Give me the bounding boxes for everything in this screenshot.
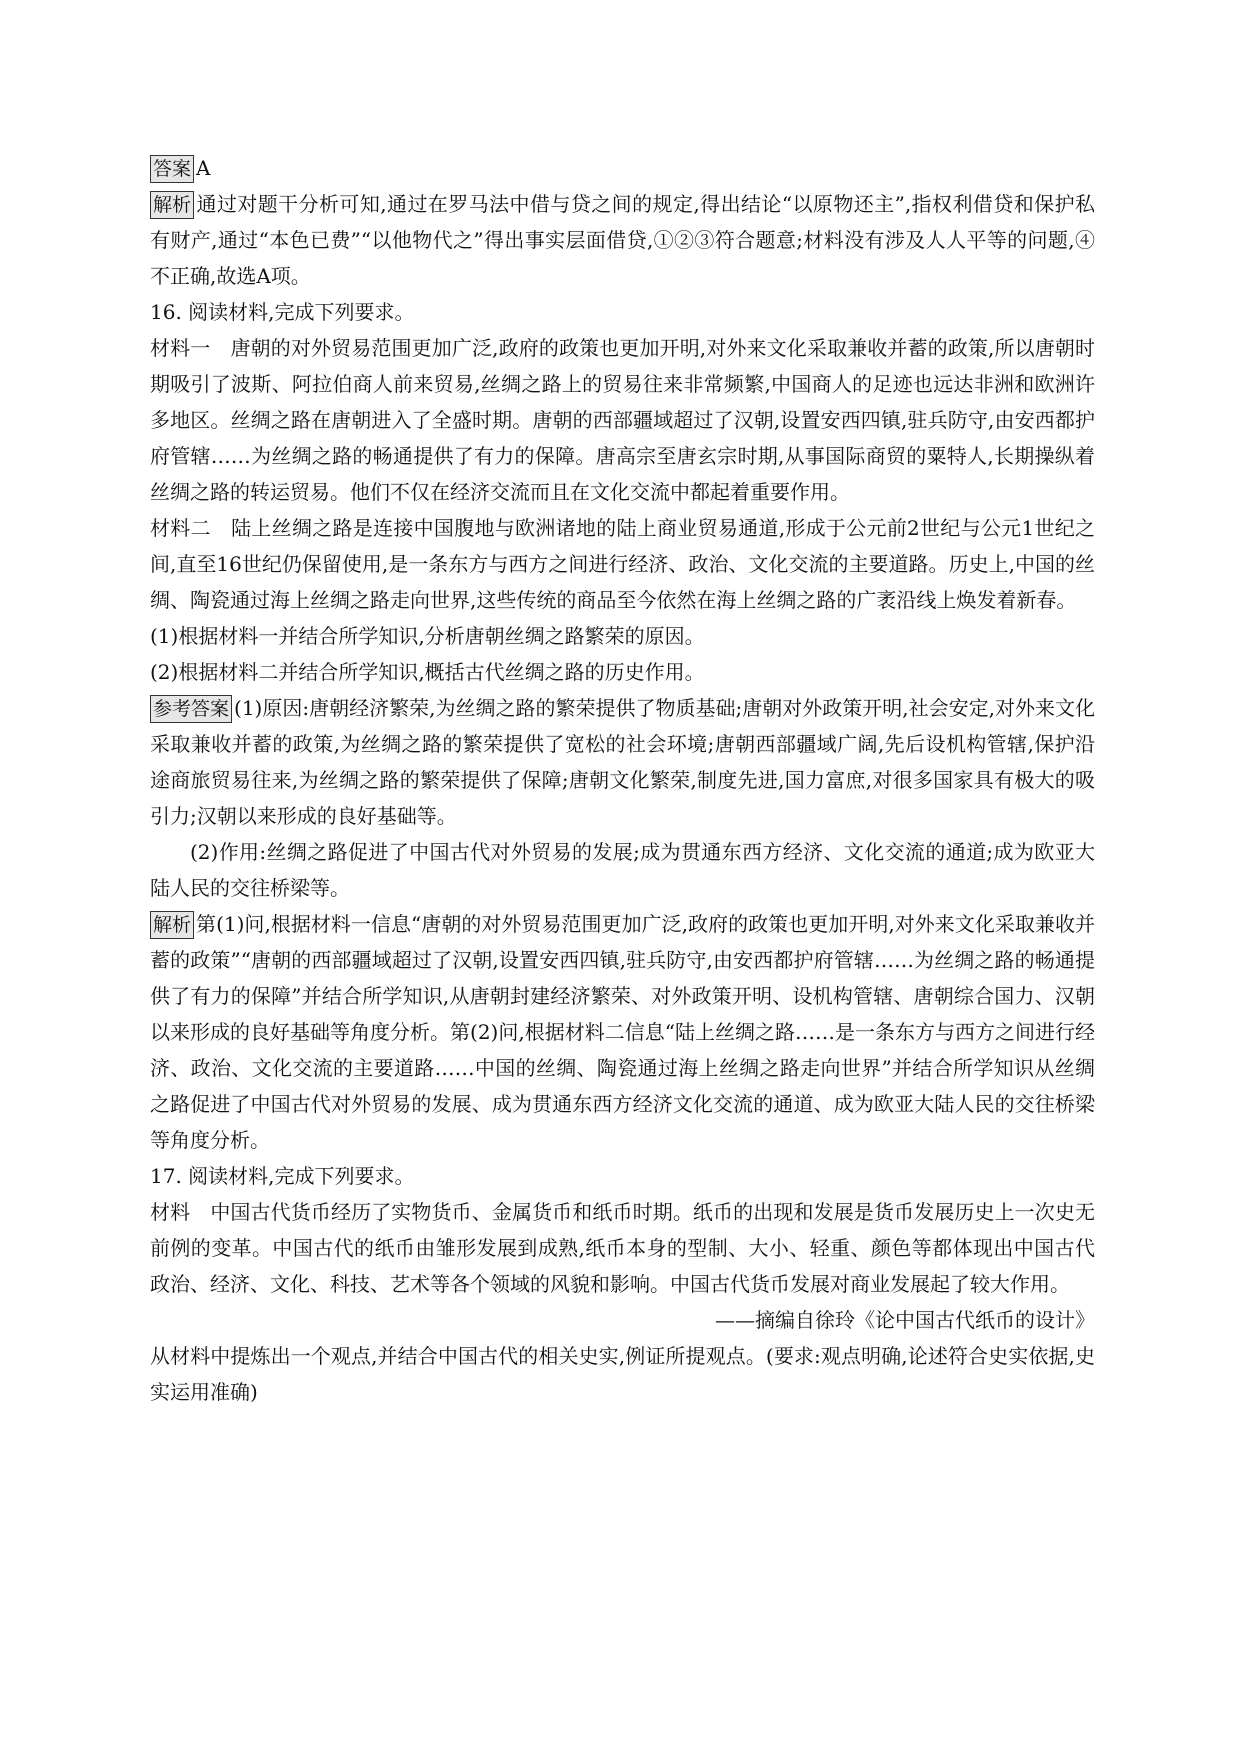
q17-material: 材料 中国古代货币经历了实物货币、金属货币和纸币时期。纸币的出现和发展是货币发展历史上一次史无前例的变革。中国古代的纸币由雏形发展到成熟,纸币本身的型制、大小、轻重、颜色等都体现出中国古代政治、经济、文化、科技、艺术等各个领域的风貌和影响。中国古代货币发展对商业发展起了较大作用。 [150,1200,1095,1296]
answer-tag: 答案 [150,155,194,183]
q16-requirement-1: (1)根据材料一并结合所学知识,分析唐朝丝绸之路繁荣的原因。 [150,624,705,648]
analysis-tag: 解析 [150,911,194,939]
q16-heading: 16. 阅读材料,完成下列要求。 [150,300,415,324]
q16-requirement-2: (2)根据材料二并结合所学知识,概括古代丝绸之路的历史作用。 [150,660,705,684]
q15-answer-line [150,150,1095,186]
q16-material-1: 材料一 唐朝的对外贸易范围更加广泛,政府的政策也更加开明,对外来文化采取兼收并蓄的政策,所以唐朝时期吸引了波斯、阿拉伯商人前来贸易,丝绸之路上的贸易往来非常频繁,中国商人的足迹也远达非洲和欧洲许多地区。丝绸之路在唐朝进入了全盛时期。唐朝的西部疆域超过了汉朝,设置安西四镇,驻兵防守,由安西都护府管辖……为丝绸之路的畅通提供了有力的保障。唐高宗至唐玄宗时期,从事国际商贸的粟特人,长期操纵着丝绸之路的转运贸易。他们不仅在经济交流而且在文化交流中都起着重要作用。 [150,336,1095,504]
q16-reference-answer-1 [150,690,1095,834]
q17-heading: 17. 阅读材料,完成下列要求。 [150,1164,415,1188]
analysis-text: 第(1)问,根据材料一信息“唐朝的对外贸易范围更加广泛,政府的政策也更加开明,对外来文化采取兼收并蓄的政策”“唐朝的西部疆域超过了汉朝,设置安西四镇,驻兵防守,由安西都护府管辖……为丝绸之路的畅通提供了有力的保障”并结合所学知识,从唐朝封建经济繁荣、对外政策开明、设机构管辖、唐朝综合国力、汉朝以来形成的良好基础等角度分析。第(2)问,根据材料二信息“陆上丝绸之路……是一条东方与西方之间进行经济、政治、文化交流的主要道路……中国的丝绸、陶瓷通过海上丝绸之路走向世界”并结合所学知识从丝绸之路促进了中国古代对外贸易的发展、成为贯通东西方经济文化交流的通道、成为欧亚大陆人民的交往桥梁等角度分析。 [150,912,1095,1152]
reference-answer-text-1: (1)原因:唐朝经济繁荣,为丝绸之路的繁荣提供了物质基础;唐朝对外政策开明,社会安定,对外来文化采取兼收并蓄的政策,为丝绸之路的繁荣提供了宽松的社会环境;唐朝西部疆域广阔,先后设机构管辖,保护沿途商旅贸易往来,为丝绸之路的繁荣提供了保障;唐朝文化繁荣,制度先进,国力富庶,对很多国家具有极大的吸引力;汉朝以来形成的良好基础等。 [150,696,1095,828]
q15-analysis [150,186,1095,294]
analysis-tag: 解析 [150,191,194,219]
q16-analysis [150,906,1095,1158]
q17-source: ——摘编自徐玲《论中国古代纸币的设计》 [715,1308,1095,1332]
q17-task: 从材料中提炼出一个观点,并结合中国古代的相关史实,例证所提观点。(要求:观点明确,论述符合史实依据,史实运用准确) [150,1344,1095,1404]
answer-value: A [196,156,211,180]
reference-answer-tag: 参考答案 [150,695,232,723]
q16-material-2: 材料二 陆上丝绸之路是连接中国腹地与欧洲诸地的陆上商业贸易通道,形成于公元前2世纪与公元1世纪之间,直至16世纪仍保留使用,是一条东方与西方之间进行经济、政治、文化交流的主要道路。历史上,中国的丝绸、陶瓷通过海上丝绸之路走向世界,这些传统的商品至今依然在海上丝绸之路的广袤沿线上焕发着新春。 [150,516,1095,612]
document-page [150,150,1095,1410]
q16-reference-answer-2: (2)作用:丝绸之路促进了中国古代对外贸易的发展;成为贯通东西方经济、文化交流的通道;成为欧亚大陆人民的交往桥梁等。 [150,840,1095,900]
analysis-text: 通过对题干分析可知,通过在罗马法中借与贷之间的规定,得出结论“以原物还主”,指权利借贷和保护私有财产,通过“本色已费”“以他物代之”得出事实层面借贷,①②③符合题意;材料没有涉及人人平等的问题,④不正确,故选A项。 [150,192,1095,288]
